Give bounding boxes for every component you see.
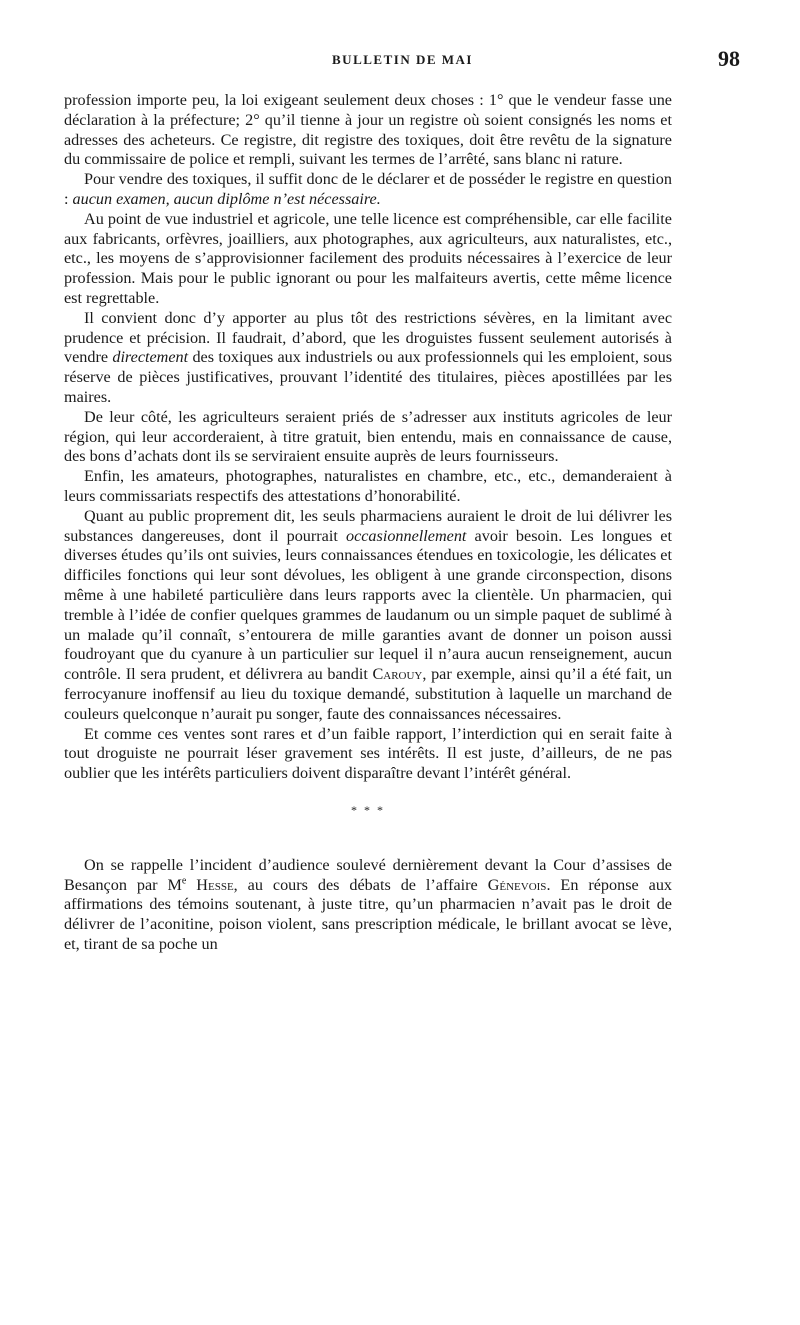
section-separator: * * *	[351, 802, 385, 817]
text-run: des toxiques aux industriels ou aux professionnels qui les emploient, sous réserve de pièces justificatives, prouvant l’identité des titulaires, pièces apostillées par les maires.	[64, 348, 672, 406]
paragraphs-before	[64, 91, 672, 784]
text-run: , par exemple, ainsi qu’il a été fait, un ferrocyanure inoffensif au lieu du toxique demandé, substitution à laquelle un marchand de couleurs quelconque n’aurait pu songer, faute des connaissances nécessaires.	[64, 665, 672, 723]
text-run: profession importe peu, la loi exigeant seulement deux choses : 1° que le vendeur fasse une déclaration à la préfecture; 2° qu’il tienne à jour un registre où soient consignés les noms et adresses des acheteurs. Ce registre, dit registre des toxiques, doit être revêtu de la signature du commissaire de police et rempli, suivant les termes de l’arrêté, sans blanc ni rature.	[64, 91, 672, 169]
text-run: Il convient donc d’y apporter au plus tôt des restrictions sévères, en la limitant avec prudence et précision. Il faudrait, d’abord, que les droguistes fussent seulement autorisés à vendre	[64, 308, 672, 367]
text-run: Pour vendre des toxiques, il suffit donc de le déclarer et de posséder le registre en question :	[64, 170, 672, 208]
paragraph	[64, 467, 672, 507]
superscript: e	[181, 875, 187, 887]
text-run: On se rappelle l’incident d’audience soulevé dernièrement devant la Cour d’assises de Besançon par M	[64, 855, 672, 894]
text-run: . En réponse aux affirmations des témoins soutenant, à juste titre, qu’un pharmacien n’avait pas le droit de délivrer de l’aconitine, poison violent, sans prescription médicale, le brillant avocat se lève, et, tirant de sa poche un	[64, 875, 673, 954]
paragraph	[64, 210, 672, 309]
page-header	[60, 40, 745, 80]
text-run: Au point de vue industriel et agricole, une telle licence est compréhensible, car elle facilite aux fabricants, orfèvres, joailliers, aux photographes, aux agriculteurs, aux naturalistes, etc., etc., les moyens de s’approvisionner facilement des produits nécessaires à l’exercice de leur profession. Mais pour le public ignorant ou pour les malfaiteurs avertis, cette même licence est regrettable.	[64, 209, 672, 307]
page-number: 98	[718, 46, 740, 71]
small-caps-name: Génevois	[487, 875, 547, 894]
paragraph	[64, 725, 672, 784]
paragraph	[64, 507, 672, 725]
paragraph	[64, 91, 672, 170]
text-run: De leur côté, les agriculteurs seraient priés de s’adresser aux instituts agricoles de leur région, qui leur accorderaient, à titre gratuit, bien entendu, mais en connaissance de cause, des bons d’achats dont ils se serviraient ensuite auprès de leurs fournisseurs.	[64, 407, 672, 466]
text-run: Quant au public proprement dit, les seuls pharmaciens auraient le droit de lui délivrer les substances dangereuses, dont il pourrait	[64, 506, 672, 545]
text-run: Et comme ces ventes sont rares et d’un faible rapport, l’interdiction qui en serait faite à tout droguiste ne pourrait léser gravement ses intérêts. Il est juste, d’ailleurs, de ne pas oublier que les intérêts particuliers doivent disparaître devant l’intérêt général.	[64, 724, 672, 783]
paragraph	[64, 856, 672, 955]
italic-text: aucun examen, aucun diplôme n’est nécessaire.	[72, 189, 381, 208]
small-caps-name: Hesse	[196, 875, 234, 894]
text-run: avoir besoin. Les longues et diverses études qu’ils ont suivies, leurs connaissances étendues en toxicologie, les délicates et difficiles fonctions qui leur sont dévolues, les obligent à une grande circonspection, disons même à une habileté particulière dans leurs rapports avec la clientèle. Un pharmacien, qui tremble à l’idée de confier quelques grammes de laudanum ou un simple paquet de sublimé à un malade qu’il connaît, s’entourera de mille garanties avant de donner un poison aussi foudroyant que du cyanure à un particulier sur lequel il n’aura aucun renseignement, aucun contrôle. Il sera prudent, et délivrera au bandit	[64, 526, 672, 684]
paragraphs-after	[64, 856, 672, 955]
running-title: BULLETIN DE MAI	[332, 52, 473, 67]
paragraph	[64, 170, 672, 210]
body-text	[64, 91, 672, 955]
text-run: Enfin, les amateurs, photographes, naturalistes en chambre, etc., etc., demanderaient à leurs commissariats respectifs des attestations d’honorabilité.	[64, 467, 672, 505]
text-run: , au cours des débats de l’affaire	[233, 875, 488, 894]
paragraph	[64, 309, 672, 408]
italic-text: occasionnellement	[345, 526, 467, 545]
text-run	[186, 876, 196, 894]
small-caps-name: Carouy	[372, 665, 423, 684]
italic-text: directement	[112, 348, 189, 367]
paragraph	[64, 408, 672, 467]
